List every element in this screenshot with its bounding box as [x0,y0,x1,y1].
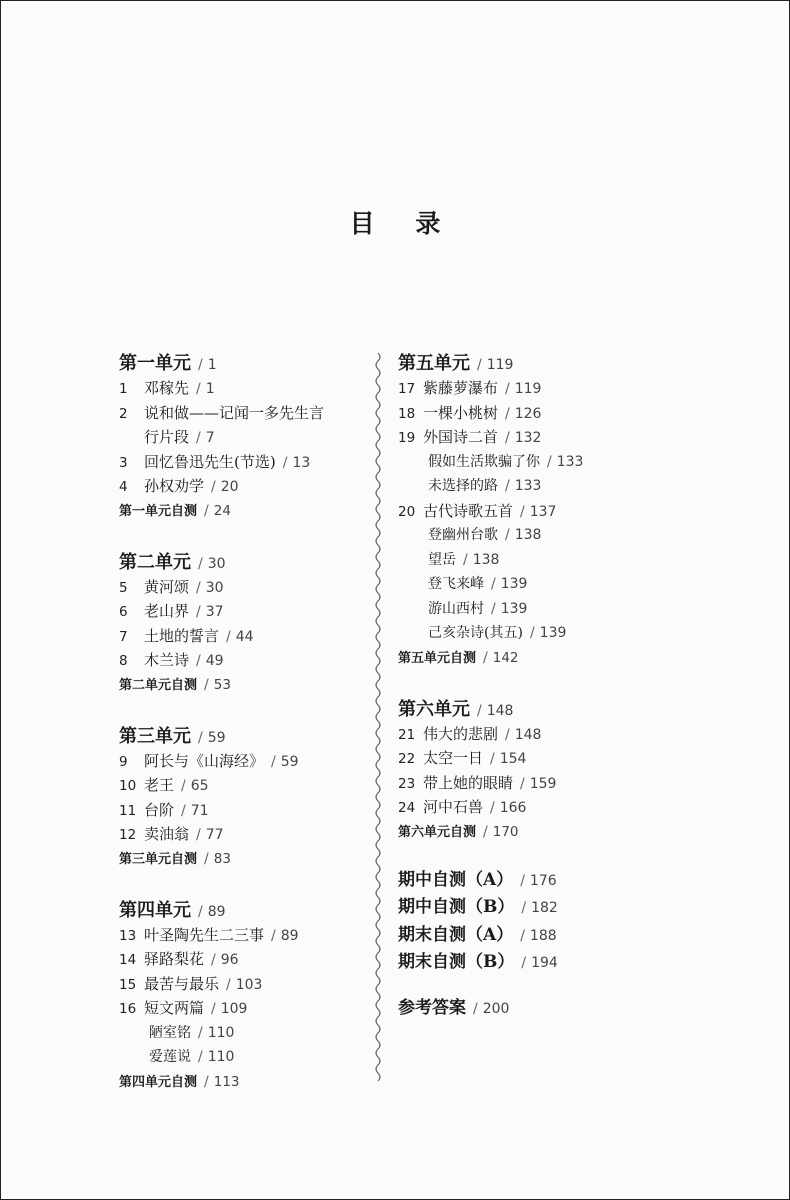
unit-heading[interactable] [398,349,738,377]
lesson-title: 孙权劝学 [144,477,205,495]
page-number: 13 [292,454,311,471]
toc-entry[interactable] [119,451,381,476]
sub-lesson-title: 未选择的路 [428,478,498,494]
unit-title: 第一单元 [119,353,191,374]
page-number: 148 [486,702,514,719]
unit-title: 第四单元 [119,899,191,921]
unit-heading[interactable] [119,896,381,924]
page-number: 20 [220,479,239,495]
separator: / [477,357,482,373]
sub-lesson-title: 登幽州台歌 [428,527,498,543]
page-number: 113 [213,1073,240,1090]
unit-heading[interactable] [119,548,381,576]
lesson-title: 太空一日 [423,749,484,767]
lesson-number: 13 [119,927,137,944]
toc-subentry[interactable] [398,451,738,476]
sub-lesson-title: 望岳 [428,551,456,568]
separator: / [520,775,525,792]
toc-subentry[interactable] [398,622,738,647]
page-number: 65 [190,778,209,794]
lesson-title-continued: 行片段 [144,428,190,446]
toc-subentry[interactable] [398,573,738,598]
separator: / [196,579,201,596]
separator: / [198,555,203,572]
page-number: 176 [529,872,557,889]
toc-entry[interactable] [119,997,381,1022]
lesson-title: 叶圣陶先生二三事 [144,925,265,944]
unit-title: 第二单元 [119,551,191,573]
sub-lesson-title: 游山西村 [428,600,484,617]
unit-test-title: 第四单元自测 [119,1074,198,1090]
toc-entry[interactable] [119,649,381,674]
separator: / [271,927,276,944]
unit-title: 第五单元 [398,353,470,374]
separator: / [483,649,488,666]
exam-title: 期末自测（B） [398,952,515,972]
page-number: 148 [514,726,542,743]
page-number: 24 [213,502,231,519]
page-number: 49 [205,653,224,669]
page-number: 132 [514,430,542,446]
page-number: 1 [207,357,217,373]
lesson-title: 土地的誓言 [144,626,220,645]
page-number: 200 [482,1000,510,1017]
lesson-number: 17 [398,381,416,397]
separator: / [196,604,201,620]
separator: / [491,600,496,617]
final-test-a-entry[interactable] [398,920,738,948]
separator: / [204,1073,209,1090]
lesson-number: 14 [119,952,137,968]
lesson-title: 最苦与最乐 [144,974,220,993]
toc-subentry[interactable] [398,475,738,500]
unit-test-title: 第一单元自测 [119,503,198,519]
lesson-title: 驿路梨花 [144,950,205,968]
sub-lesson-title: 假如生活欺骗了你 [428,453,540,470]
unit-heading[interactable] [119,722,381,750]
lesson-number: 10 [119,778,137,794]
page-number: 77 [205,827,224,843]
page-number: 133 [556,453,584,470]
separator: / [520,503,525,520]
page-number: 139 [539,625,567,641]
toc-subentry[interactable] [119,1022,381,1047]
lesson-number: 8 [119,653,128,669]
page-number: 89 [280,927,299,944]
toc-entry[interactable] [398,500,738,525]
lesson-number: 22 [398,751,416,767]
toc-entry[interactable] [398,377,738,402]
separator: / [271,753,276,770]
page-number: 166 [499,800,527,816]
separator: / [196,653,201,669]
toc-entry[interactable] [119,576,381,601]
lesson-number: 1 [119,381,128,397]
lesson-title: 回忆鲁迅先生(节选) [144,452,276,471]
page-number: 126 [514,405,542,422]
separator: / [505,381,510,397]
separator: / [505,405,510,422]
page-number: 109 [220,1001,248,1017]
page-number: 133 [514,478,542,494]
lesson-title: 黄河颂 [144,577,190,596]
page-number: 59 [207,729,226,746]
page-number: 59 [280,753,299,770]
lesson-title: 说和做——记闻一多先生言 [144,403,325,422]
separator: / [226,628,231,645]
separator: / [547,453,552,470]
separator: / [198,729,203,746]
separator: / [505,726,510,743]
page-number: 44 [235,628,254,645]
toc-entry[interactable] [398,426,738,451]
separator: / [196,430,201,446]
toc-entry[interactable] [398,747,738,772]
lesson-title: 古代诗歌五首 [423,501,514,520]
final-test-b-entry[interactable] [398,947,738,975]
page-number: 30 [207,555,226,572]
toc-right-column [398,349,738,1021]
page-number: 159 [529,775,557,792]
page-number: 139 [500,576,528,592]
separator: / [520,872,525,889]
page-number: 137 [529,503,557,520]
unit-test-entry[interactable] [119,848,381,874]
page-number: 1 [205,381,215,397]
separator: / [505,527,510,543]
page-title: 目 录 [349,209,457,238]
lesson-title: 带上她的眼睛 [423,773,514,792]
toc-subentry[interactable] [398,549,738,574]
unit-test-title: 第三单元自测 [119,851,198,867]
unit-test-title: 第五单元自测 [398,650,477,666]
separator: / [198,1024,203,1041]
page-number: 30 [205,579,224,596]
page-number: 119 [514,381,542,397]
lesson-title: 卖油翁 [144,825,190,843]
toc-entry[interactable] [119,600,381,625]
toc-entry[interactable] [119,377,381,402]
page-number: 71 [190,802,209,819]
separator: / [490,751,495,767]
page-number: 89 [207,903,226,920]
page-number: 53 [213,676,231,693]
toc-entry[interactable] [119,823,381,848]
unit-test-title: 第二单元自测 [119,677,198,693]
toc-entry[interactable] [398,402,738,427]
separator: / [198,903,203,920]
toc-entry[interactable] [119,774,381,799]
separator: / [505,478,510,494]
unit-test-entry[interactable] [119,1071,381,1097]
separator: / [196,381,201,397]
page-number: 37 [205,604,224,620]
lesson-number: 15 [119,976,137,993]
separator: / [520,927,525,944]
lesson-title: 伟大的悲剧 [423,724,499,743]
lesson-number: 18 [398,405,416,422]
separator: / [521,955,527,971]
page-number: 110 [207,1024,235,1041]
lesson-number: 4 [119,479,128,495]
sub-lesson-title: 爱莲说 [149,1049,191,1065]
lesson-number: 11 [119,802,137,819]
separator: / [204,502,209,519]
unit-title: 第六单元 [398,698,470,720]
answer-key-title: 参考答案 [398,997,466,1018]
unit-heading[interactable] [398,695,738,723]
toc-subentry[interactable] [398,598,738,623]
lesson-title: 老山界 [144,602,190,620]
lesson-title: 木兰诗 [144,651,190,669]
lesson-number: 21 [398,726,416,743]
unit-test-entry[interactable] [119,500,381,526]
page-number: 194 [531,955,558,971]
unit-test-entry[interactable] [119,674,381,700]
lesson-title: 短文两篇 [144,999,205,1017]
unit-title: 第三单元 [119,725,191,747]
lesson-number: 16 [119,1001,137,1017]
lesson-title: 邓稼先 [144,379,190,397]
separator: / [211,952,216,968]
midterm-test-a-entry[interactable] [398,865,738,893]
separator: / [490,800,495,816]
toc-entry[interactable] [119,625,381,650]
lesson-number: 9 [119,753,128,770]
separator: / [529,625,535,641]
toc-entry[interactable] [398,772,738,797]
midterm-test-b-entry[interactable] [398,892,738,920]
toc-entry[interactable] [119,948,381,973]
page-number: 110 [207,1049,235,1065]
lesson-number: 5 [119,579,128,596]
lesson-number: 19 [398,430,416,446]
exam-title: 期末自测（A） [398,924,514,945]
separator: / [477,702,482,719]
lesson-title: 外国诗二首 [423,428,499,446]
lesson-title: 老王 [144,776,175,794]
lesson-number: 2 [119,405,128,422]
lesson-number: 20 [398,503,416,520]
separator: / [204,850,209,867]
unit-test-title: 第六单元自测 [398,824,477,840]
separator: / [181,802,186,819]
lesson-title: 阿长与《山海经》 [144,751,265,770]
page-number: 103 [235,976,263,993]
toc-entry[interactable] [398,796,738,821]
separator: / [491,576,496,592]
separator: / [198,357,203,373]
lesson-number: 12 [119,827,137,843]
page-number: 170 [492,823,519,840]
toc-entry[interactable] [119,750,381,775]
answer-key-entry[interactable] [398,993,738,1021]
lesson-number: 23 [398,775,416,792]
separator: / [483,823,488,840]
page-number: 7 [205,430,215,446]
page-number: 119 [486,357,514,373]
exam-title: 期中自测（A） [398,869,514,890]
page-number: 182 [531,900,558,916]
page-number: 188 [529,927,557,944]
lesson-number: 3 [119,454,128,471]
lesson-title: 河中石兽 [423,798,484,816]
lesson-number: 24 [398,800,416,816]
page-number: 138 [514,527,542,543]
lesson-title: 台阶 [144,800,175,819]
separator: / [181,778,186,794]
page-number: 139 [500,600,528,617]
separator: / [505,430,510,446]
separator: / [226,976,231,993]
separator: / [204,676,209,693]
separator: / [473,1000,478,1017]
sub-lesson-title: 陋室铭 [149,1024,191,1041]
page-number: 96 [220,952,239,968]
toc-entry[interactable] [119,402,381,427]
toc-entry[interactable] [119,924,381,949]
sub-lesson-title: 己亥杂诗(其五) [428,625,523,641]
page-number: 142 [492,649,519,666]
page-number: 138 [472,551,500,568]
toc-entry[interactable] [119,973,381,998]
toc-subentry[interactable] [119,1046,381,1071]
toc-left-column [119,349,381,1097]
separator: / [198,1049,203,1065]
separator: / [282,454,288,471]
lesson-number: 7 [119,628,128,645]
lesson-title: 一棵小桃树 [423,403,499,422]
separator: / [463,551,468,568]
unit-test-entry[interactable] [398,821,738,847]
toc-entry[interactable] [398,723,738,748]
separator: / [521,900,527,916]
lesson-number: 6 [119,604,128,620]
unit-test-entry[interactable] [398,647,738,673]
separator: / [211,479,216,495]
exam-title: 期中自测（B） [398,897,515,917]
separator: / [211,1001,216,1017]
separator: / [196,827,201,843]
lesson-title: 紫藤萝瀑布 [423,379,499,397]
toc-subentry[interactable] [398,524,738,549]
sub-lesson-title: 登飞来峰 [428,576,484,592]
toc-entry-continued[interactable] [119,426,381,451]
toc-entry[interactable] [119,799,381,824]
toc-entry[interactable] [119,475,381,500]
unit-heading[interactable] [119,349,381,377]
page-number: 83 [213,850,231,867]
page-number: 154 [499,751,527,767]
